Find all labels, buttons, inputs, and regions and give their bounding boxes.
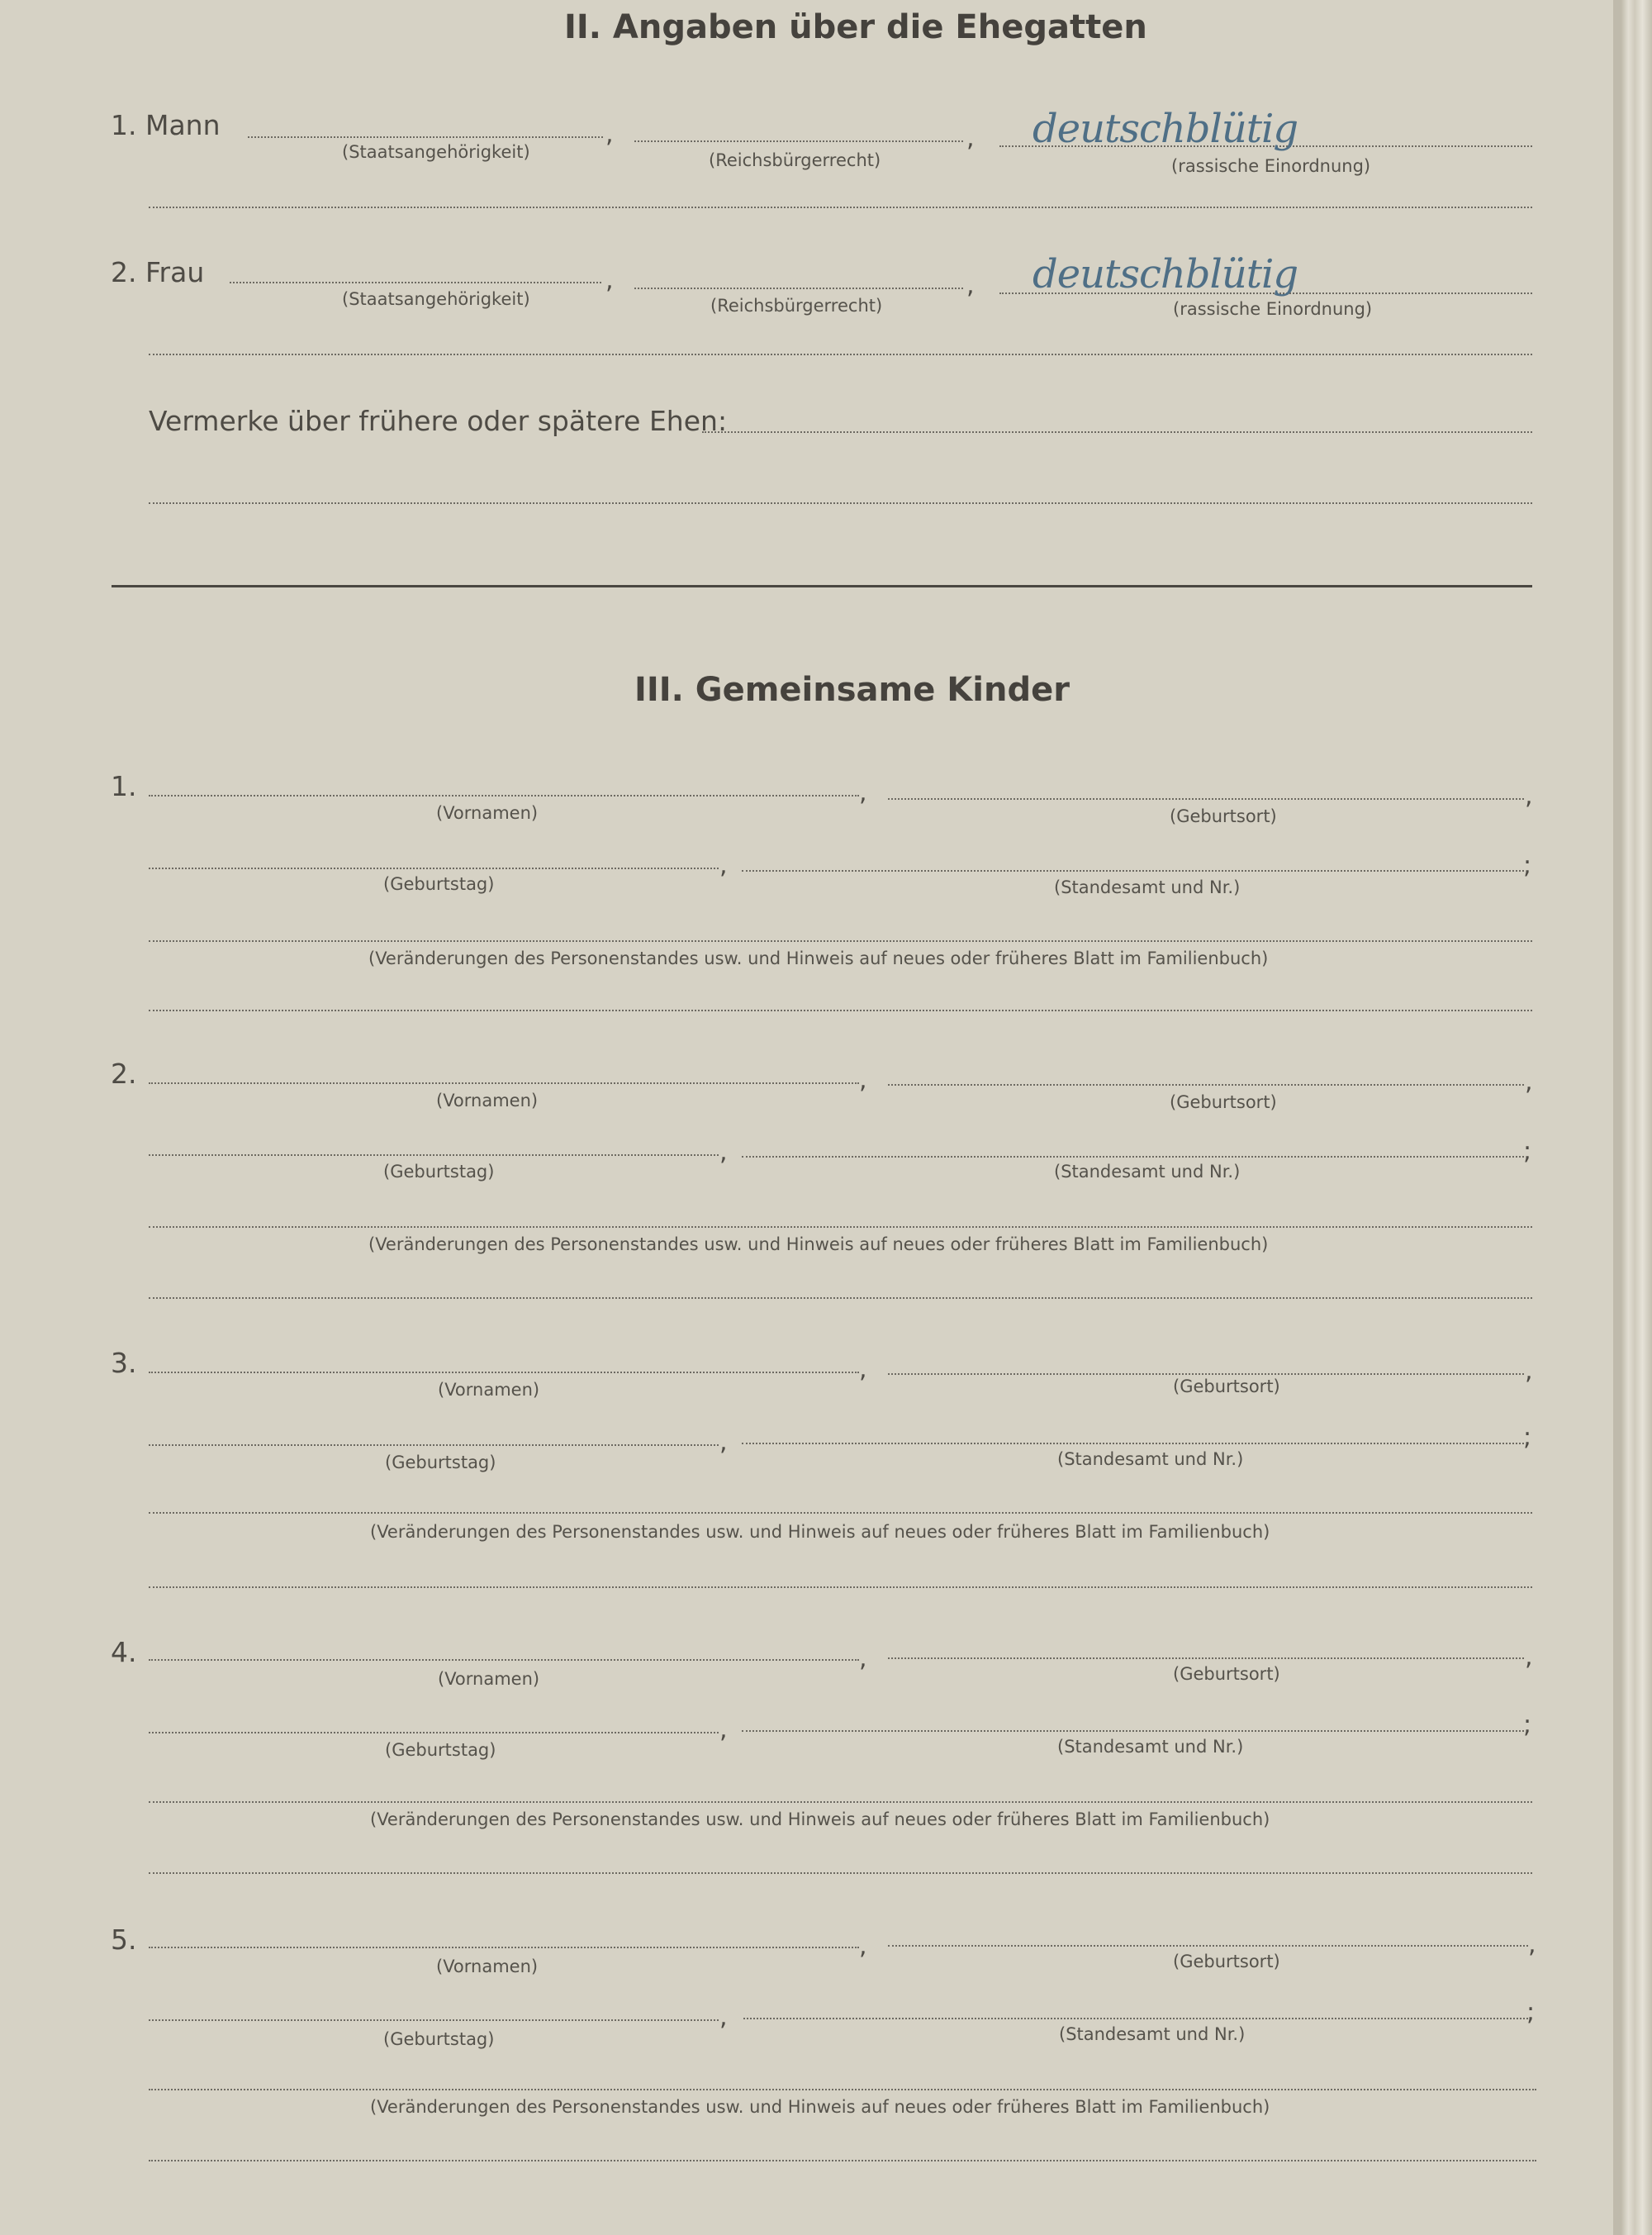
woman-label: 2. Frau <box>111 256 205 288</box>
child-registry-field[interactable] <box>743 2018 1528 2019</box>
man-racial-handwriting: deutschblütig <box>1032 106 1298 152</box>
comma: , <box>1528 1930 1536 1959</box>
caption-first-names: (Vornamen) <box>438 1380 540 1400</box>
man-extra-line[interactable] <box>149 207 1532 208</box>
child-birthplace-field[interactable] <box>888 1084 1524 1086</box>
comma: , <box>719 1428 728 1457</box>
comma: , <box>719 2003 728 2032</box>
caption-changes: (Veränderungen des Personenstandes usw. und Hinweis auf neues oder früheres Blatt im Familienbuch) <box>370 2097 1270 2117</box>
caption-birthday: (Geburtstag) <box>385 1453 496 1472</box>
semicolon: ; <box>1523 851 1532 880</box>
child-changes-field[interactable] <box>149 940 1532 942</box>
comma: , <box>859 778 867 807</box>
comma: , <box>1525 1357 1533 1386</box>
section-divider <box>112 585 1532 587</box>
child-birthplace-field[interactable] <box>888 1657 1524 1659</box>
caption-racial: (rassische Einordnung) <box>1173 299 1373 319</box>
comma: , <box>1525 1643 1533 1671</box>
caption-birthplace: (Geburtsort) <box>1173 1952 1280 1971</box>
woman-extra-line[interactable] <box>149 354 1532 355</box>
man-label: 1. Mann <box>111 109 221 141</box>
child-first-names-field[interactable] <box>149 795 859 797</box>
section-3-title: III. Gemeinsame Kinder <box>634 671 1070 709</box>
book-binding <box>1621 0 1652 2235</box>
comma: , <box>859 1932 867 1961</box>
child-birthday-field[interactable] <box>149 1444 719 1446</box>
man-reich-field[interactable] <box>634 140 963 142</box>
caption-registry: (Standesamt und Nr.) <box>1054 1162 1241 1182</box>
marriages-field[interactable] <box>702 431 1532 433</box>
comma: , <box>859 1644 867 1673</box>
caption-first-names: (Vornamen) <box>436 1957 539 1976</box>
child-number: 3. <box>111 1347 137 1379</box>
caption-changes: (Veränderungen des Personenstandes usw. und Hinweis auf neues oder früheres Blatt im Familienbuch) <box>370 1522 1270 1542</box>
caption-birthplace: (Geburtsort) <box>1170 806 1277 826</box>
caption-changes: (Veränderungen des Personenstandes usw. und Hinweis auf neues oder früheres Blatt im Familienbuch) <box>368 949 1269 968</box>
marriages-extra-line[interactable] <box>149 502 1532 504</box>
child-registry-field[interactable] <box>742 1156 1524 1158</box>
caption-first-names: (Vornamen) <box>436 1091 539 1110</box>
child-first-names-field[interactable] <box>149 1372 859 1373</box>
child-extra-line[interactable] <box>149 1586 1532 1588</box>
child-number: 5. <box>111 1924 137 1956</box>
caption-birthplace: (Geburtsort) <box>1173 1377 1280 1396</box>
child-first-names-field[interactable] <box>149 1659 859 1661</box>
child-changes-field[interactable] <box>149 2089 1536 2090</box>
caption-racial: (rassische Einordnung) <box>1171 156 1371 176</box>
section-2-title: II. Angaben über die Ehegatten <box>564 8 1147 46</box>
comma: , <box>1525 782 1533 811</box>
comma: , <box>1525 1068 1533 1096</box>
caption-birthday: (Geburtstag) <box>383 2029 495 2049</box>
child-extra-line[interactable] <box>149 1297 1532 1299</box>
comma: , <box>719 1138 728 1167</box>
child-extra-line[interactable] <box>149 1872 1532 1874</box>
caption-first-names: (Vornamen) <box>436 803 539 823</box>
woman-racial-handwriting: deutschblütig <box>1032 251 1298 297</box>
caption-registry: (Standesamt und Nr.) <box>1054 877 1241 897</box>
caption-reich: (Reichsbürgerrecht) <box>710 296 883 316</box>
child-number: 1. <box>111 770 137 802</box>
caption-registry: (Standesamt und Nr.) <box>1057 1449 1244 1469</box>
caption-reich: (Reichsbürgerrecht) <box>709 150 881 170</box>
child-birthday-field[interactable] <box>149 1154 719 1156</box>
child-birthplace-field[interactable] <box>888 798 1524 800</box>
caption-changes: (Veränderungen des Personenstandes usw. und Hinweis auf neues oder früheres Blatt im Familienbuch) <box>370 1809 1270 1829</box>
child-birthday-field[interactable] <box>149 1732 719 1733</box>
semicolon: ; <box>1523 1137 1532 1166</box>
child-extra-line[interactable] <box>149 1010 1532 1011</box>
comma: , <box>966 271 975 300</box>
page-edge <box>1613 0 1621 2235</box>
comma: , <box>966 124 975 153</box>
child-number: 4. <box>111 1636 137 1668</box>
child-birthday-field[interactable] <box>149 868 719 869</box>
child-extra-line[interactable] <box>149 2160 1536 2161</box>
caption-birthplace: (Geburtsort) <box>1170 1092 1277 1112</box>
comma: , <box>719 1715 728 1744</box>
caption-registry: (Standesamt und Nr.) <box>1059 2024 1246 2044</box>
child-number: 2. <box>111 1058 137 1090</box>
comma: , <box>605 266 614 295</box>
caption-registry: (Standesamt und Nr.) <box>1057 1737 1244 1757</box>
child-birthplace-field[interactable] <box>888 1373 1524 1375</box>
child-first-names-field[interactable] <box>149 1947 859 1948</box>
child-registry-field[interactable] <box>742 1730 1524 1732</box>
woman-citizenship-field[interactable] <box>230 282 601 283</box>
child-first-names-field[interactable] <box>149 1082 859 1084</box>
semicolon: ; <box>1526 1998 1536 2027</box>
caption-changes: (Veränderungen des Personenstandes usw. und Hinweis auf neues oder früheres Blatt im Familienbuch) <box>368 1234 1269 1254</box>
child-birthday-field[interactable] <box>149 2019 719 2021</box>
man-citizenship-field[interactable] <box>248 136 603 138</box>
caption-birthday: (Geburtstag) <box>385 1740 496 1760</box>
child-changes-field[interactable] <box>149 1226 1532 1228</box>
caption-citizenship: (Staatsangehörigkeit) <box>342 142 530 162</box>
woman-reich-field[interactable] <box>634 288 963 289</box>
marriages-label: Vermerke über frühere oder spätere Ehen: <box>149 405 728 437</box>
child-changes-field[interactable] <box>149 1801 1532 1803</box>
child-registry-field[interactable] <box>742 870 1524 872</box>
caption-birthday: (Geburtstag) <box>383 874 495 894</box>
caption-birthplace: (Geburtsort) <box>1173 1664 1280 1684</box>
caption-citizenship: (Staatsangehörigkeit) <box>342 289 530 309</box>
caption-first-names: (Vornamen) <box>438 1669 540 1689</box>
child-registry-field[interactable] <box>742 1443 1524 1444</box>
comma: , <box>859 1066 867 1095</box>
child-changes-field[interactable] <box>149 1512 1532 1514</box>
semicolon: ; <box>1523 1423 1532 1452</box>
comma: , <box>859 1355 867 1384</box>
comma: , <box>605 120 614 149</box>
child-birthplace-field[interactable] <box>888 1945 1528 1947</box>
caption-birthday: (Geburtstag) <box>383 1162 495 1182</box>
comma: , <box>719 851 728 880</box>
semicolon: ; <box>1523 1710 1532 1739</box>
